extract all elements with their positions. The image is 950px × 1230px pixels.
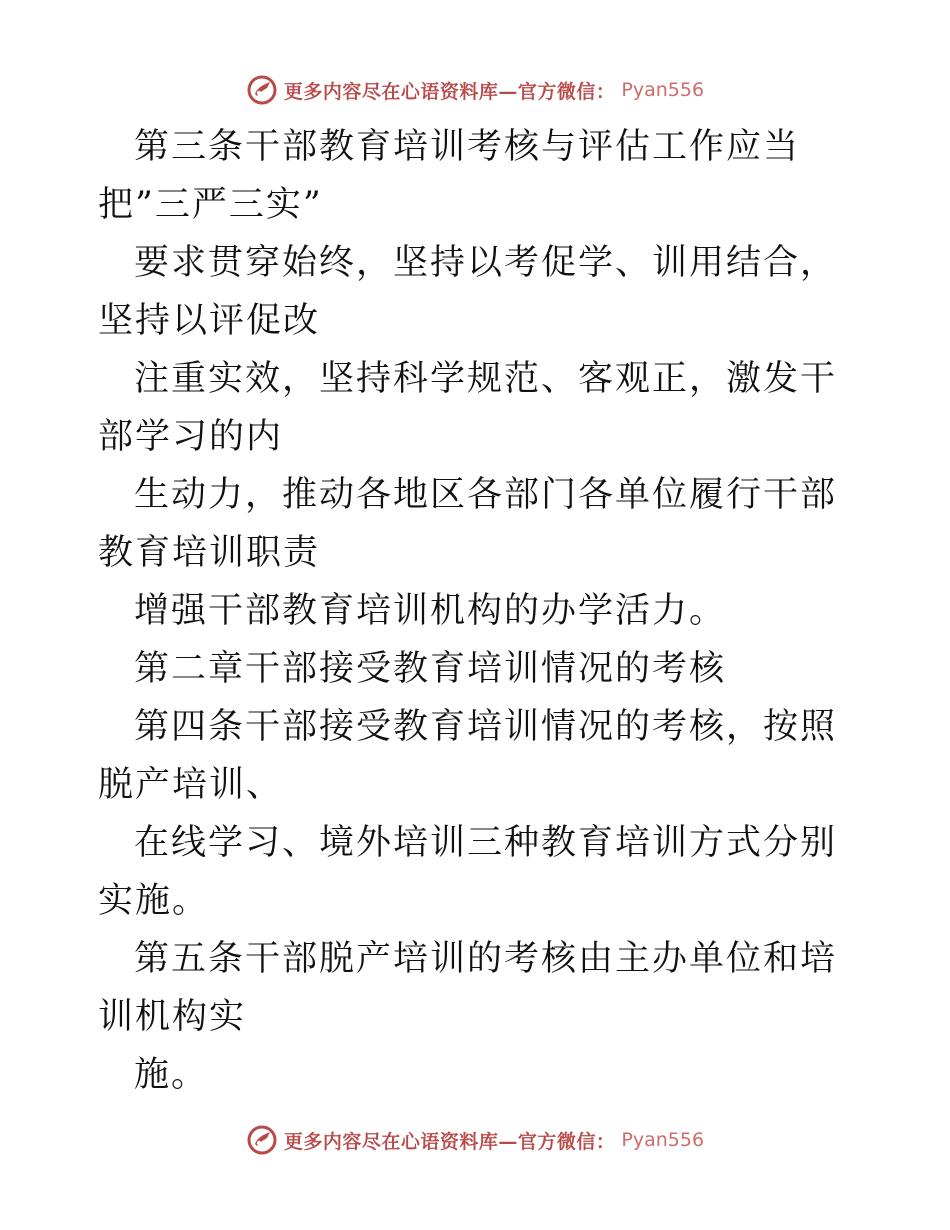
paragraph: 第五条干部脱产培训的考核由主办单位和培训机构实: [98, 939, 838, 1037]
banner-wechat-id: Pyan556: [621, 1129, 705, 1151]
paragraph: 增强干部教育培训机构的办学活力。: [134, 591, 727, 631]
brand-logo-icon: [246, 74, 278, 106]
chapter-heading: 第二章干部接受教育培训情况的考核: [134, 649, 727, 689]
banner-text: 更多内容尽在心语资料库—官方微信：: [283, 1130, 616, 1153]
paragraph: 注重实效，坚持科学规范、客观正，激发干部学习的内: [98, 359, 838, 457]
paragraph: 在线学习、境外培训三种教育培训方式分别实施。: [98, 823, 838, 921]
banner-wechat-id: Pyan556: [621, 79, 705, 101]
paragraph: 第三条干部教育培训考核与评估工作应当把”三严三实”: [98, 127, 801, 225]
header-watermark-banner: [0, 70, 950, 110]
brand-logo-icon: [246, 1124, 278, 1156]
paragraph: 施。: [134, 1055, 209, 1095]
paragraph: 生动力，推动各地区各部门各单位履行干部教育培训职责: [98, 475, 838, 573]
footer-watermark-banner: [0, 1120, 950, 1160]
banner-text: 更多内容尽在心语资料库—官方微信：: [283, 80, 616, 103]
paragraph: 第四条干部接受教育培训情况的考核，按照脱产培训、: [98, 707, 838, 805]
document-body: [98, 118, 858, 1104]
paragraph: 要求贯穿始终，坚持以考促学、训用结合，坚持以评促改: [98, 243, 838, 341]
